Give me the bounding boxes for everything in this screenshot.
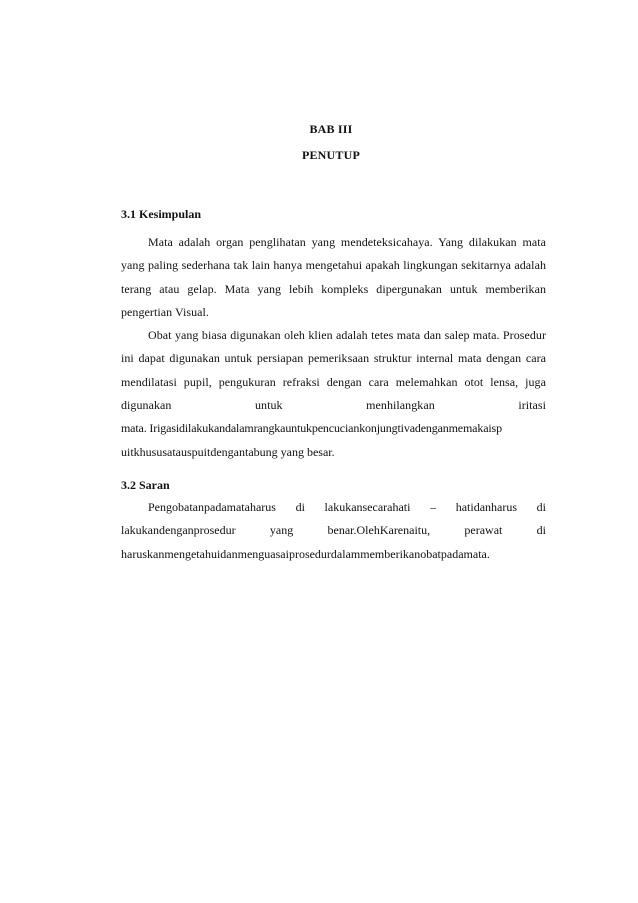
section-saran (121, 478, 546, 566)
paragraph-line: haruskanmengetahuidanmenguasaiprosedurdalammemberikanobatpadamata. (121, 546, 490, 561)
paragraph: Mata adalah organ penglihatan yang mendeteksicahaya. Yang dilakukan mata yang paling sederhana tak lain hanya mengetahui apakah lingkungan sekitarnya adalah terang atau gelap. Mata yang lebih kompleks dipergunakan untuk memberikan pengertian Visual. (121, 235, 546, 319)
paragraph-line: Pengobatanpadamataharus di lakukansecarahati – hatidanharus di (148, 500, 546, 514)
section-kesimpulan (121, 207, 546, 464)
section-heading: 3.1 Kesimpulan (121, 207, 202, 221)
paragraph: Obat yang biasa digunakan oleh klien adalah tetes mata dan salep mata. Prosedur ini dapat digunakan untuk persiapan pemeriksaan struktur internal mata dengan cara mendilatasi pupil, pengukuran refraksi dengan cara melemahkan otot lensa, juga digunakan untuk menhilangkan iritasi (121, 328, 546, 413)
paragraph-line: lakukandenganprosedur yang benar.OlehKarenaitu, perawat di (121, 523, 546, 538)
chapter-number: BAB III (309, 122, 353, 136)
chapter-title: PENUTUP (301, 148, 361, 162)
paragraph-line: mata. Irigasidilakukandalamrangkauntukpencuciankonjungtivadenganmemakaisp (121, 421, 502, 436)
paragraph-line: uitkhususatauspuitdengantabung yang besar. (121, 444, 335, 459)
section-heading: 3.2 Saran (121, 478, 170, 492)
